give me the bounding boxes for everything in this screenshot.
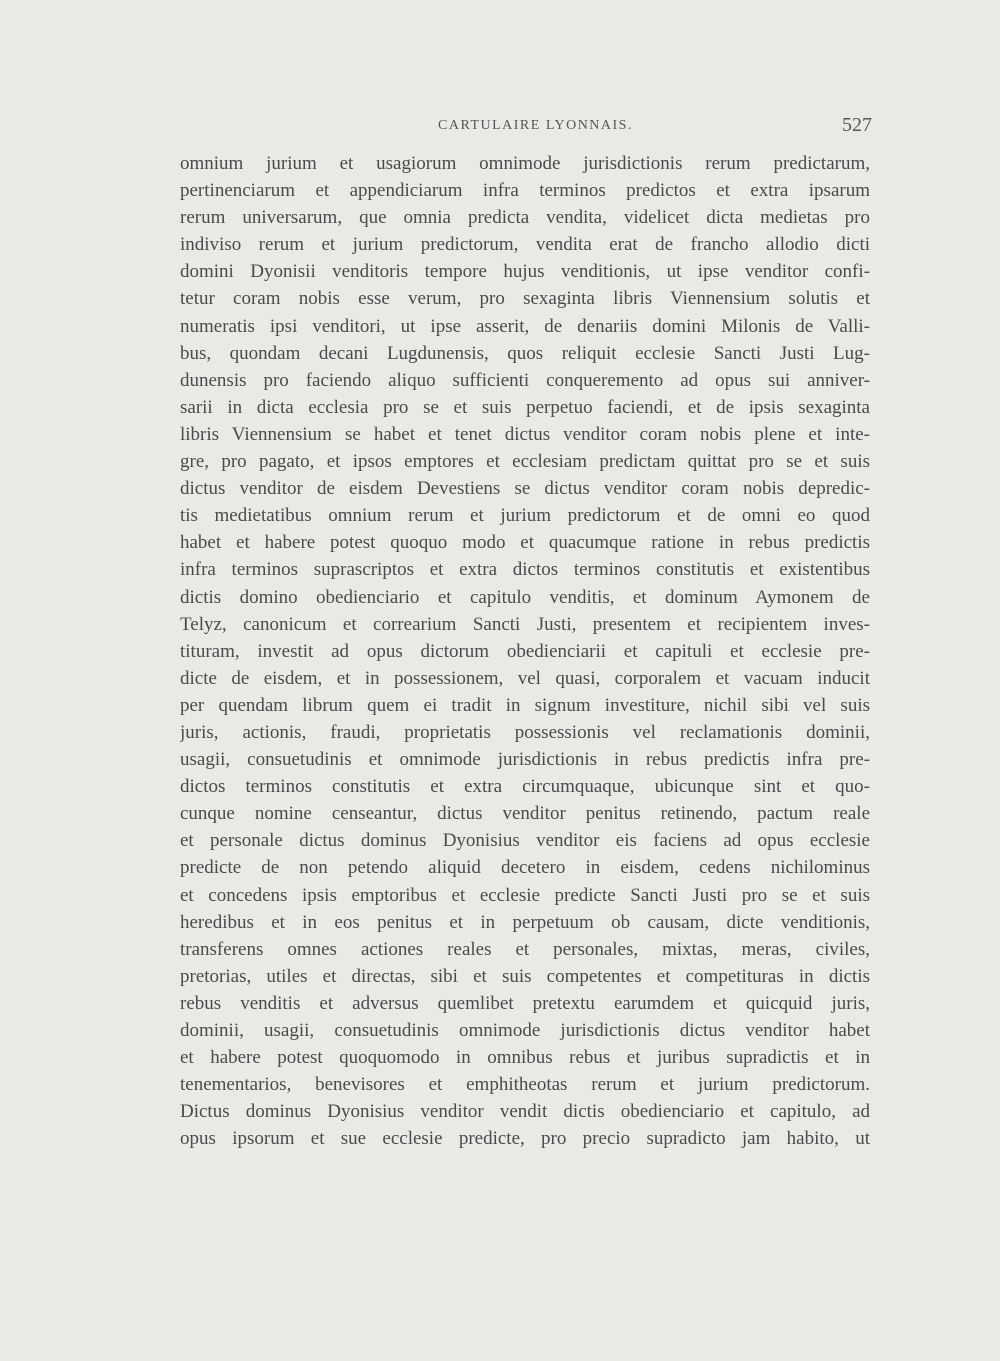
text-line: et personale dictus dominus Dyonisius venditor eis faciens ad opus ecclesie (180, 830, 870, 852)
text-line: dictos terminos constitutis et extra circumquaque, ubicunque sint et quo- (180, 776, 870, 798)
text-line: heredibus et in eos penitus et in perpetuum ob causam, dicte venditionis, (180, 911, 870, 933)
text-line: libris Viennensium se habet et tenet dictus venditor coram nobis plene et inte- (180, 423, 870, 445)
text-line: Telyz, canonicum et correarium Sancti Justi, presentem et recipientem inves- (180, 613, 870, 635)
page-number: 527 (842, 114, 872, 136)
text-line: indiviso rerum et jurium predictorum, vendita erat de francho allodio dicti (180, 234, 870, 256)
text-line: habet et habere potest quoquo modo et quacumque ratione in rebus predictis (180, 532, 870, 554)
text-line: cunque nomine censeantur, dictus venditor penitus retinendo, pactum reale (180, 803, 870, 825)
text-line: pretorias, utiles et directas, sibi et suis competentes et competituras in dictis (180, 965, 870, 987)
running-title: CARTULAIRE LYONNAIS. (438, 118, 633, 133)
text-line: dicte de eisdem, et in possessionem, vel quasi, corporalem et vacuam inducit (180, 667, 870, 689)
text-line: dictus venditor de eisdem Devestiens se dictus venditor coram nobis depredic- (180, 478, 870, 500)
text-line: predicte de non petendo aliquid decetero in eisdem, cedens nichilominus (180, 857, 870, 879)
text-line: rebus venditis et adversus quemlibet pretextu earumdem et quicquid juris, (180, 992, 870, 1014)
text-line: per quendam librum quem ei tradit in signum investiture, nichil sibi vel suis (180, 694, 870, 716)
text-line: et habere potest quoquomodo in omnibus rebus et juribus supradictis et in (180, 1047, 870, 1069)
text-line: bus, quondam decani Lugdunensis, quos reliquit ecclesie Sancti Justi Lug- (180, 342, 870, 364)
text-line: dictis domino obedienciario et capitulo venditis, et dominum Aymonem de (180, 586, 870, 608)
text-line: tenementarios, benevisores et emphitheotas rerum et jurium predictorum. (180, 1074, 870, 1096)
body-text (180, 150, 870, 1152)
text-line: rerum universarum, que omnia predicta vendita, videlicet dicta medietas pro (180, 207, 870, 229)
text-line: Dictus dominus Dyonisius venditor vendit dictis obedienciario et capitulo, ad (180, 1101, 870, 1123)
text-line: et concedens ipsis emptoribus et ecclesie predicte Sancti Justi pro se et suis (180, 884, 870, 906)
text-line: transferens omnes actiones reales et personales, mixtas, meras, civiles, (180, 938, 870, 960)
running-head (0, 114, 1000, 138)
text-line: infra terminos suprascriptos et extra dictos terminos constitutis et existentibus (180, 559, 870, 581)
text-line: tituram, investit ad opus dictorum obedienciarii et capituli et ecclesie pre- (180, 640, 870, 662)
text-line: domini Dyonisii venditoris tempore hujus venditionis, ut ipse venditor confi- (180, 261, 870, 283)
text-line: numeratis ipsi venditori, ut ipse asserit, de denariis domini Milonis de Valli- (180, 315, 870, 337)
text-line: usagii, consuetudinis et omnimode jurisdictionis in rebus predictis infra pre- (180, 749, 870, 771)
text-line: tis medietatibus omnium rerum et jurium predictorum et de omni eo quod (180, 505, 870, 527)
text-line: dominii, usagii, consuetudinis omnimode jurisdictionis dictus venditor habet (180, 1020, 870, 1041)
text-line: dunensis pro faciendo aliquo sufficienti conqueremento ad opus sui anniver- (180, 369, 870, 391)
text-line: sarii in dicta ecclesia pro se et suis perpetuo faciendi, et de ipsis sexaginta (180, 396, 870, 418)
text-line: tetur coram nobis esse verum, pro sexaginta libris Viennensium solutis et (180, 288, 870, 310)
text-line: gre, pro pagato, et ipsos emptores et ecclesiam predictam quittat pro se et suis (180, 451, 870, 473)
text-line: juris, actionis, fraudi, proprietatis possessionis vel reclamationis dominii, (180, 721, 870, 743)
text-line: pertinenciarum et appendiciarum infra terminos predictos et extra ipsarum (180, 180, 870, 202)
text-line: omnium jurium et usagiorum omnimode jurisdictionis rerum predictarum, (180, 153, 870, 174)
text-line: opus ipsorum et sue ecclesie predicte, pro precio supradicto jam habito, ut (180, 1128, 870, 1150)
